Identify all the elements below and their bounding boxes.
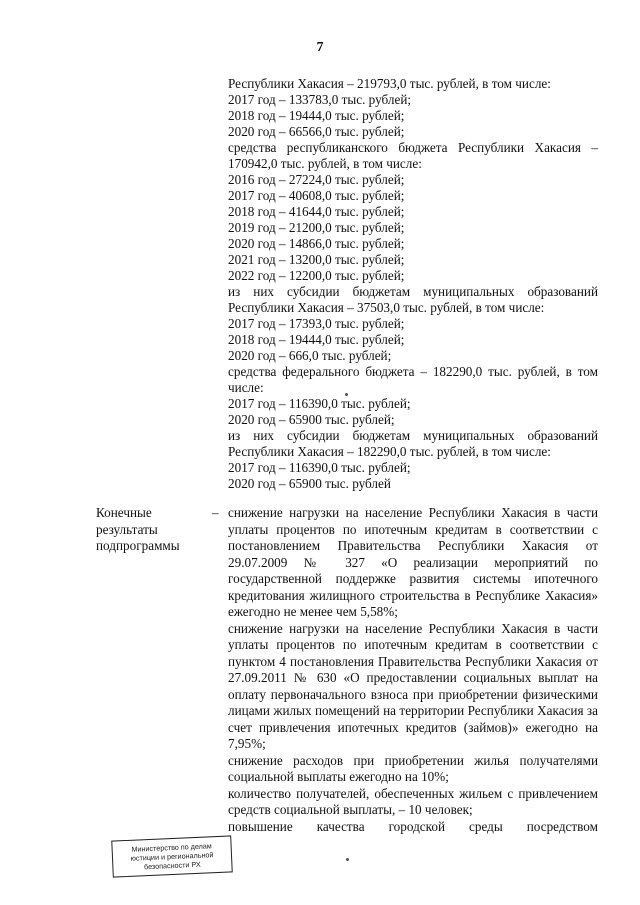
result-item: снижение нагрузки на население Республики Хакасия в части уплаты процентов по ипотечным кредитам в соответствии с постановлением Правительства Республики Хакасия от 29.07.2009 № 327 «О реализации мероприятий по государственной поддержке развития системы ипотечного кредитования жилищного строительства в Республике Хакасия» ежегодно не менее чем 5,58%; (228, 505, 598, 619)
funding-line: 2018 год – 19444,0 тыс. рублей; (228, 332, 405, 347)
funding-line: 2018 год – 41644,0 тыс. рублей; (228, 204, 405, 219)
funding-line: 170942,0 тыс. рублей, в том числе: (228, 156, 422, 171)
result-item: количество получателей, обеспеченных жильем с привлечением средств социальной выплаты, – 10 человек; (228, 785, 598, 817)
funding-block (228, 76, 598, 492)
funding-line: 2020 год – 14866,0 тыс. рублей; (228, 236, 405, 251)
funding-line: средства федерального бюджета – 182290,0 тыс. рублей, в том (228, 364, 598, 379)
page-number: 7 (316, 40, 324, 55)
funding-line: 2019 год – 21200,0 тыс. рублей; (228, 220, 405, 235)
funding-line: 2017 год – 17393,0 тыс. рублей; (228, 316, 405, 331)
funding-line: 2018 год – 19444,0 тыс. рублей; (228, 108, 405, 123)
funding-line: из них субсидии бюджетам муниципальных образований (228, 428, 598, 443)
funding-line: 2020 год – 65900 тыс. рублей; (228, 412, 395, 427)
funding-line: средства республиканского бюджета Республики Хакасия – (228, 140, 598, 155)
funding-line: 2020 год – 65900 тыс. рублей (228, 476, 391, 491)
result-item: снижение нагрузки на население Республики Хакасия в части уплаты процентов по ипотечным кредитам в соответствии с пунктом 4 постановления Правительства Республики Хакасия от 27.09.2011 № 630 «О предоставлении социальных выплат на оплату первоначального взноса при приобретении физическими лицами жилых помещений на территории Республики Хакасия за счет привлечения ипотечных кредитов (займов)» ежегодно на 7,95%; (228, 620, 598, 751)
funding-line: 2022 год – 12200,0 тыс. рублей; (228, 268, 405, 283)
scan-speck (345, 393, 348, 396)
results-dash: – (212, 505, 219, 520)
funding-line: 2016 год – 27224,0 тыс. рублей; (228, 172, 405, 187)
results-block (228, 505, 598, 835)
funding-line: из них субсидии бюджетам муниципальных образований (228, 284, 598, 299)
funding-line: 2020 год – 66566,0 тыс. рублей; (228, 124, 405, 139)
funding-line: 2021 год – 13200,0 тыс. рублей; (228, 252, 405, 267)
funding-line: 2017 год – 40608,0 тыс. рублей; (228, 188, 405, 203)
funding-line: Республики Хакасия – 37503,0 тыс. рублей, в том числе: (228, 300, 545, 315)
funding-line: 2017 год – 116390,0 тыс. рублей; (228, 460, 411, 475)
funding-line: 2017 год – 133783,0 тыс. рублей; (228, 92, 412, 107)
results-label: Конечные результаты подпрограммы (96, 505, 180, 553)
funding-line: 2020 год – 666,0 тыс. рублей; (228, 348, 392, 363)
scan-speck (346, 858, 349, 861)
result-item: повышение качества городской среды посредством (228, 818, 598, 834)
funding-line: Республики Хакасия – 182290,0 тыс. рублей, в том числе: (228, 444, 551, 459)
stamp-line: юстиции и региональной (130, 850, 214, 863)
stamp-line: Министерство по делам (131, 841, 212, 854)
ministry-stamp (111, 835, 232, 877)
stamp-line: безопасности РХ (143, 859, 201, 872)
funding-line: 2017 год – 116390,0 тыс. рублей; (228, 396, 411, 411)
funding-line: Республики Хакасия – 219793,0 тыс. рублей, в том числе: (228, 76, 551, 91)
funding-line: числе: (228, 380, 264, 395)
result-item: снижение расходов при приобретении жилья получателями социальной выплаты ежегодно на 10%; (228, 752, 598, 784)
